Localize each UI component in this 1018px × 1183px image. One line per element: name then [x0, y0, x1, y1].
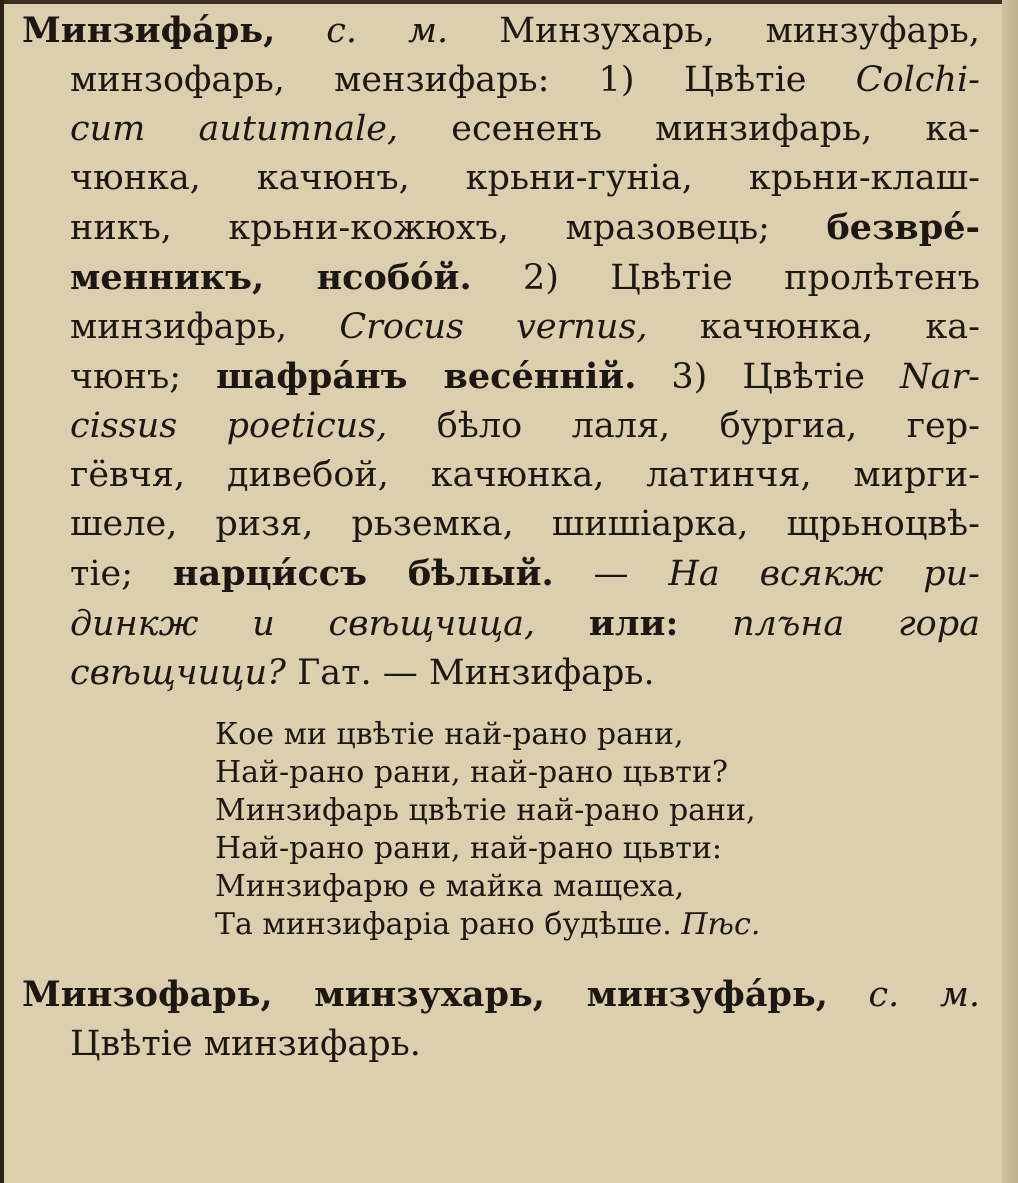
- text-run: Минзифарь цвѣтіе най-рано рани,: [215, 793, 756, 828]
- text-run: 2) Цвѣтіе пролѣтенъ: [471, 258, 980, 298]
- text-run: никъ, крьни-кожюхъ, мразовець;: [70, 208, 827, 248]
- text-run: плъна гора: [732, 604, 980, 644]
- text-line: [22, 253, 980, 303]
- headword: Минзофарь, минзухарь, минзуфа́рь,: [22, 974, 828, 1015]
- verse-line: [215, 716, 980, 754]
- latin-name: cum autumnale,: [70, 109, 399, 149]
- latin-name: cissus poeticus,: [70, 406, 388, 446]
- top-rule: [0, 0, 1018, 4]
- text-run: качюнка, ка-: [647, 307, 980, 347]
- text-run: динкж и свѣщчица,: [70, 604, 536, 644]
- text-run: Най-рано рани, най-рано цьвти?: [215, 755, 728, 790]
- text-run: чюнъ;: [70, 357, 217, 397]
- text-line: [22, 402, 980, 451]
- entry-body: [22, 6, 980, 698]
- verse-line: [215, 754, 980, 792]
- text-line: [22, 105, 980, 154]
- text-run: с. м.: [326, 11, 449, 51]
- text-run: гёвчя, дивебой, качюнка, латинчя, мирги-: [70, 455, 980, 495]
- text-run: [678, 604, 732, 644]
- text-run: Най-рано рани, най-рано цьвти:: [215, 831, 722, 866]
- text-line: [22, 56, 980, 105]
- text-run: Та минзифаріа рано будѣше.: [215, 907, 682, 942]
- verse-line: [215, 830, 980, 868]
- text-run: шафра́нъ весе́нній.: [216, 356, 637, 397]
- text-line: [22, 500, 980, 549]
- latin-name: Crocus vernus,: [339, 307, 648, 347]
- folk-song-quotation: [215, 716, 980, 944]
- text-run: шеле, ризя, рьземка, шишіарка, щрьноцвѣ-: [70, 504, 980, 544]
- text-run: Пѣс.: [681, 907, 761, 942]
- text-line: [22, 1020, 980, 1069]
- headword: Минзифа́рь,: [22, 10, 276, 51]
- text-run: бѣло лаля, бургиа, гер-: [387, 406, 980, 446]
- text-line: [22, 649, 980, 698]
- text-run: [828, 975, 869, 1015]
- text-run: тіе;: [70, 554, 173, 594]
- text-run: есененъ минзифарь, ка-: [398, 109, 980, 149]
- text-run: [535, 604, 589, 644]
- text-run: [275, 11, 326, 51]
- latin-name: Nar-: [899, 357, 981, 397]
- text-run: чюнка, качюнъ, крьни-гуніа, крьни-клаш-: [70, 158, 980, 198]
- verse-line: [215, 868, 980, 906]
- text-run: нарци́ссъ бѣлый.: [172, 553, 554, 594]
- text-line: [22, 549, 980, 599]
- text-run: Минзифарю е майка мащеха,: [215, 869, 685, 904]
- text-line: [22, 303, 980, 352]
- text-run: На всякж ри-: [668, 554, 981, 594]
- text-run: с. м.: [868, 975, 980, 1015]
- text-line: [22, 154, 980, 203]
- page-edge-shadow: [1002, 0, 1018, 1183]
- text-run: Цвѣтіе минзифарь.: [70, 1024, 421, 1064]
- text-line: [22, 451, 980, 500]
- text-run: Кое ми цвѣтіе най-рано рани,: [215, 717, 684, 752]
- left-column-rule: [0, 0, 4, 1183]
- entry-minzifar: [22, 6, 980, 698]
- text-run: Минзухарь, минзуфарь,: [448, 11, 980, 51]
- text-run: 3) Цвѣтіе: [636, 357, 900, 397]
- text-run: свѣщчици?: [70, 653, 286, 693]
- text-run: —: [553, 554, 669, 594]
- text-line: [22, 352, 980, 402]
- verse-lines: [215, 716, 980, 944]
- text-run: менникъ, нсобо́й.: [70, 257, 472, 298]
- verse-line: [215, 792, 980, 830]
- entry-body: [22, 970, 980, 1069]
- text-run: безвре́-: [826, 207, 980, 248]
- text-run: минзофарь, мензифарь: 1) Цвѣтіе: [70, 60, 856, 100]
- text-run: минзифарь,: [70, 307, 340, 347]
- text-run: Гат. — Минзифарь.: [285, 653, 655, 693]
- verse-line: [215, 906, 980, 944]
- text-line: [22, 203, 980, 253]
- text-run: или:: [588, 603, 679, 644]
- dictionary-page: [22, 6, 980, 1069]
- text-line: [22, 599, 980, 649]
- latin-name: Colchi-: [855, 60, 980, 100]
- text-line: [22, 970, 980, 1020]
- text-line: [22, 6, 980, 56]
- entry-minzofar: [22, 970, 980, 1069]
